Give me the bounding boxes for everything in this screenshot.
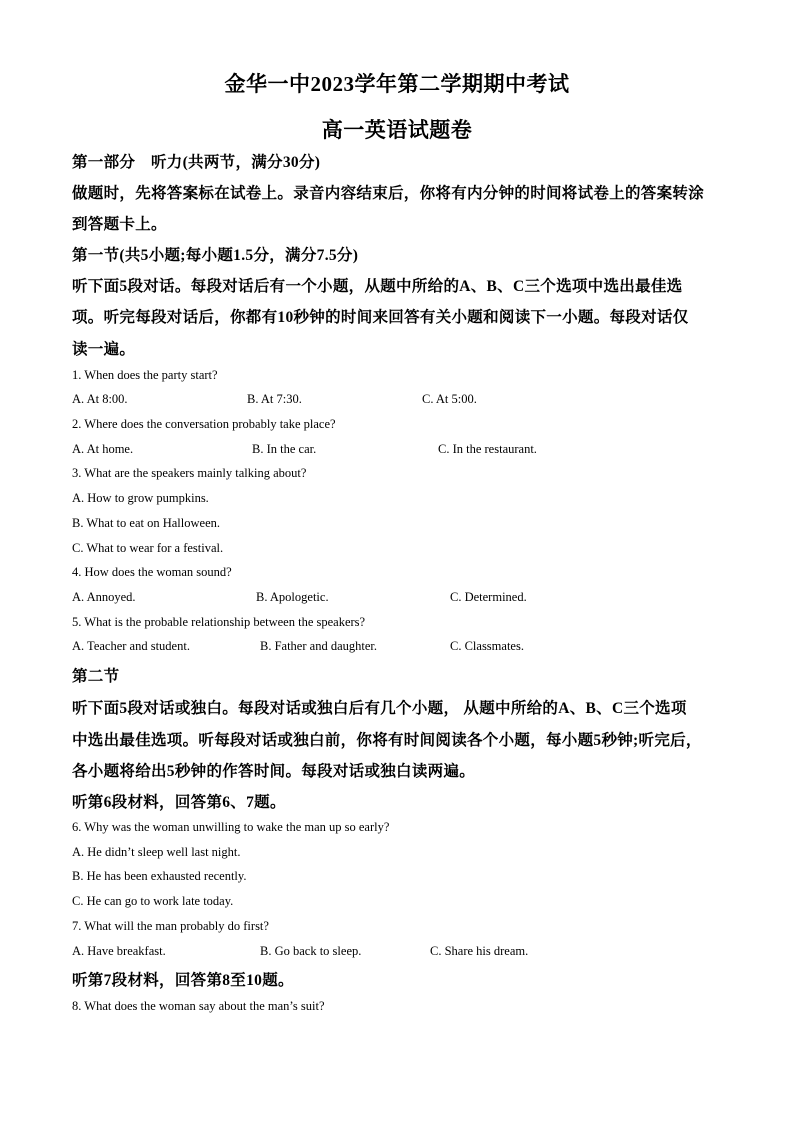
q4-option-a: A. Annoyed. bbox=[72, 590, 136, 604]
q3-option-a: A. How to grow pumpkins. bbox=[72, 491, 209, 505]
question-6: 6. Why was the woman unwilling to wake the man up so early? bbox=[72, 820, 390, 834]
q3-option-b: B. What to eat on Halloween. bbox=[72, 516, 220, 530]
q5-option-c: C. Classmates. bbox=[450, 639, 524, 653]
q4-option-c: C. Determined. bbox=[450, 590, 527, 604]
question-2: 2. Where does the conversation probably take place? bbox=[72, 417, 336, 431]
q5-option-a: A. Teacher and student. bbox=[72, 639, 190, 653]
q1-option-c: C. At 5:00. bbox=[422, 392, 477, 406]
q2-option-a: A. At home. bbox=[72, 442, 134, 456]
q6-option-a: A. He didn’t sleep well last night. bbox=[72, 845, 241, 859]
q5-option-b: B. Father and daughter. bbox=[260, 639, 377, 653]
q2-option-c: C. In the restaurant. bbox=[438, 442, 537, 456]
question-3: 3. What are the speakers mainly talking about? bbox=[72, 466, 307, 480]
question-8: 8. What does the woman say about the man’s suit? bbox=[72, 999, 325, 1013]
q7-option-a: A. Have breakfast. bbox=[72, 944, 166, 958]
material6-heading: 听第6段材料，回答第6、7题。 bbox=[72, 794, 286, 811]
question-1: 1. When does the party start? bbox=[72, 368, 218, 382]
section1-heading: 第一节(共5小题;每小题1.5分，满分7.5分) bbox=[72, 247, 359, 264]
q7-option-b: B. Go back to sleep. bbox=[260, 944, 362, 958]
section1-instruction-line2: 项。听完每段对话后，你都有10秒钟的时间来回答有关小题和阅读下一小题。每段对话仅 bbox=[72, 309, 689, 326]
q1-option-a: A. At 8:00. bbox=[72, 392, 128, 406]
q6-option-c: C. He can go to work late today. bbox=[72, 894, 234, 908]
section2-heading: 第二节 bbox=[72, 668, 120, 685]
q7-option-c: C. Share his dream. bbox=[430, 944, 529, 958]
question-5: 5. What is the probable relationship between the speakers? bbox=[72, 615, 366, 629]
q2-option-b: B. In the car. bbox=[252, 442, 317, 456]
section2-instruction-line3: 各小题将给出5秒钟的作答时间。每段对话或独白读两遍。 bbox=[72, 763, 476, 780]
part1-instruction-line1: 做题时，先将答案标在试卷上。录音内容结束后，你将有内分钟的时间将试卷上的答案转涂 bbox=[72, 185, 705, 202]
section2-instruction-line2: 中选出最佳选项。听每段对话或独白前，你将有时间阅读各个小题，每小题5秒钟;听完后， bbox=[72, 732, 702, 749]
exam-subtitle: 高一英语试题卷 bbox=[321, 118, 473, 142]
section1-instruction-line1: 听下面5段对话。每段对话后有一个小题，从题中所给的A、B、C三个选项中选出最佳选 bbox=[72, 278, 683, 295]
q1-option-b: B. At 7:30. bbox=[247, 392, 302, 406]
part1-heading: 第一部分 听力(共两节，满分30分) bbox=[72, 154, 321, 171]
q4-option-b: B. Apologetic. bbox=[256, 590, 329, 604]
section2-instruction-line1: 听下面5段对话或独白。每段对话或独白后有几个小题， 从题中所给的A、B、C三个选项 bbox=[72, 700, 687, 717]
material7-heading: 听第7段材料，回答第8至10题。 bbox=[72, 972, 294, 989]
q3-option-c: C. What to wear for a festival. bbox=[72, 541, 224, 555]
section1-instruction-line3: 读一遍。 bbox=[72, 341, 136, 358]
question-7: 7. What will the man probably do first? bbox=[72, 919, 269, 933]
exam-title: 金华一中2023学年第二学期期中考试 bbox=[224, 72, 570, 96]
question-4: 4. How does the woman sound? bbox=[72, 565, 232, 579]
q6-option-b: B. He has been exhausted recently. bbox=[72, 869, 247, 883]
part1-instruction-line2: 到答题卡上。 bbox=[72, 216, 167, 233]
